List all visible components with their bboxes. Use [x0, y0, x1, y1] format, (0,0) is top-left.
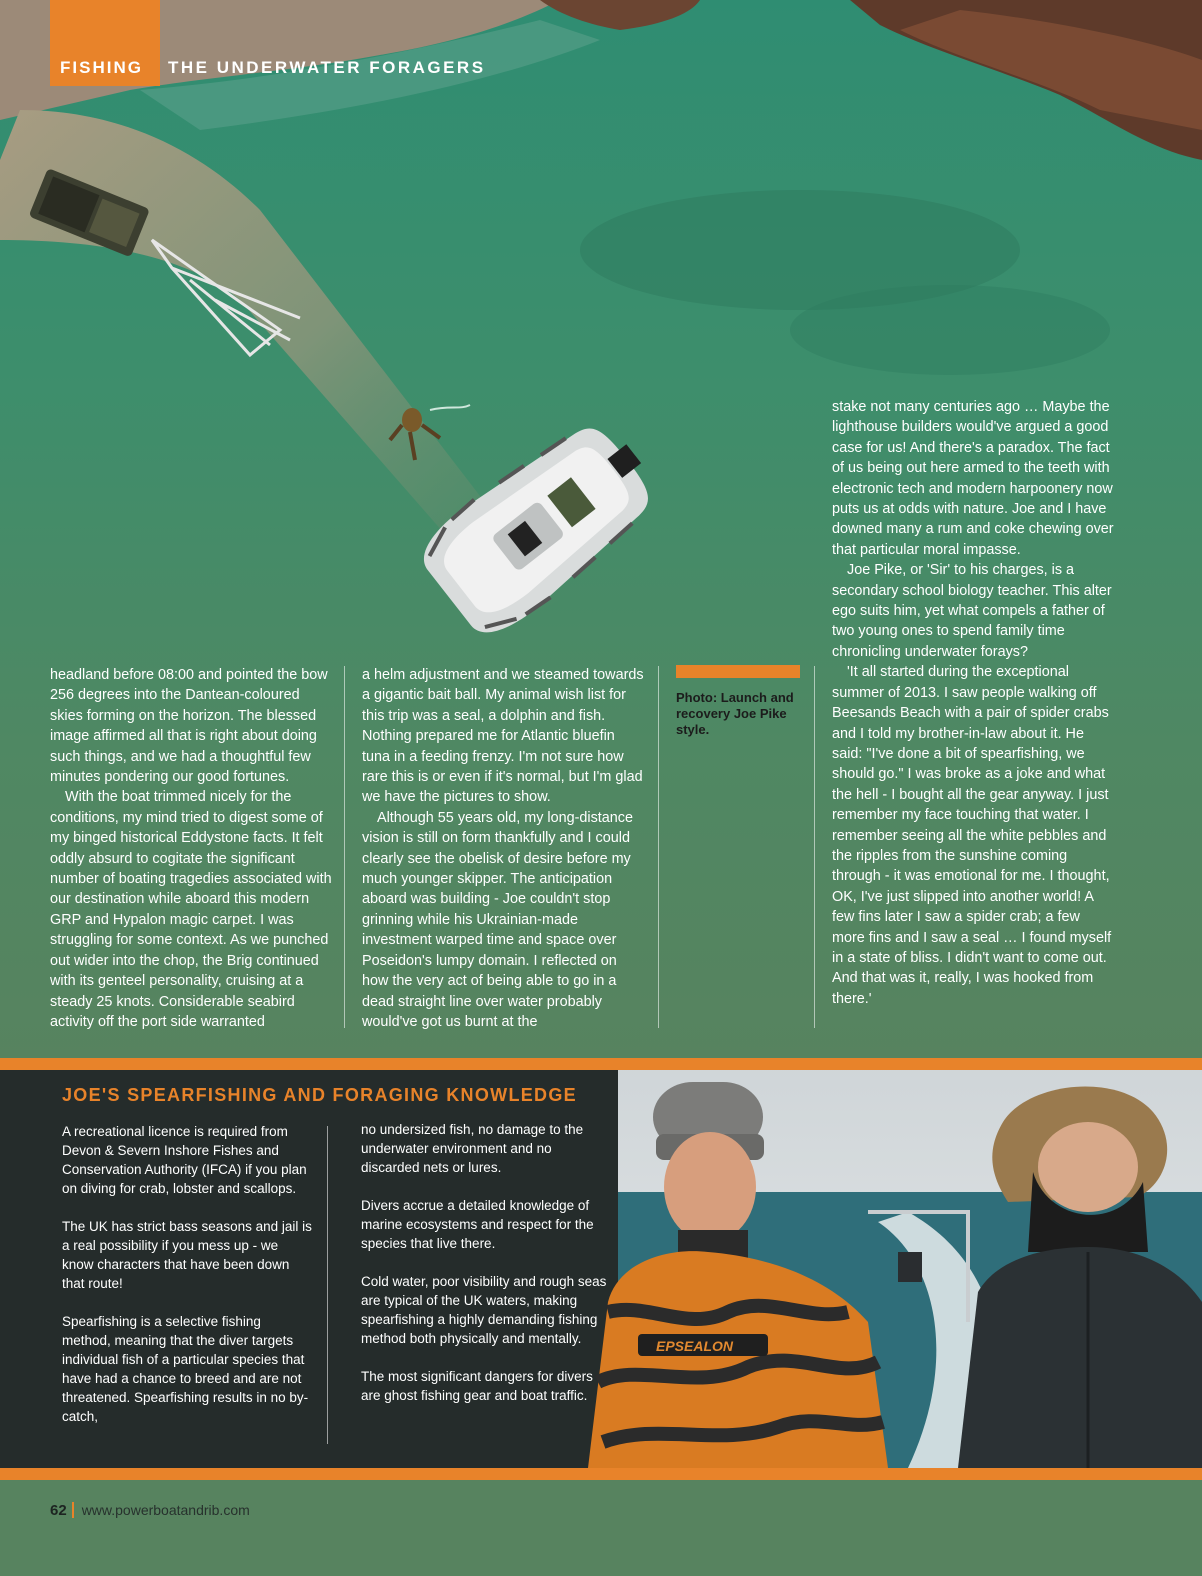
footer-separator	[72, 1502, 74, 1518]
column-divider	[814, 666, 815, 1028]
boxout-paragraph: Spearfishing is a selective fishing method, meaning that the diver targets individual fish of a particular species that have had a chance to breed and are not threatened. Spearfishing results in no by-catch,	[62, 1314, 309, 1424]
article-title: THE UNDERWATER FORAGERS	[168, 58, 486, 77]
boxout-bottom-border	[0, 1468, 1202, 1480]
body-column-3	[832, 397, 1114, 1009]
boxout-paragraph: no undersized fish, no damage to the underwater environment and no discarded nets or lures.	[361, 1122, 584, 1175]
wetsuit-logo: EPSEALON	[656, 1338, 734, 1354]
boxout-title: JOE'S SPEARFISHING AND FORAGING KNOWLEDGE	[62, 1085, 577, 1105]
section-tag	[50, 0, 160, 86]
boxout-column-1	[62, 1122, 312, 1445]
paragraph: Although 55 years old, my long-distance vision is still on form thankfully and I could clearly see the obelisk of desire before my much younger skipper. The anticipation aboard was building - Joe couldn't stop grinning while his Ukrainian-made investment warped time and space over Poseidon's lumpy domain. I reflected on how the very act of being able to go in a dead straight line over water probably would've got us burnt at the	[362, 809, 633, 1030]
body-column-1	[50, 665, 332, 1032]
paragraph: Joe Pike, or 'Sir' to his charges, is a secondary school biology teacher. This alter ego suits him, yet what compels a father of two young ones to spend family time chronicling underwater forays?	[832, 562, 1112, 660]
photo-caption: Photo: Launch and recovery Joe Pike style.	[676, 690, 794, 737]
section-label: FISHING	[60, 58, 143, 77]
paragraph: headland before 08:00 and pointed the bow 256 degrees into the Dantean-coloured skies forming on the horizon. The blessed image affirmed all that is right about doing such things, and we had a thoughtful few minutes pondering our good fortunes.	[50, 667, 328, 786]
paragraph: 'It all started during the exceptional summer of 2013. I saw people walking off Beesands Beach with a pair of spider crabs and I told my brother-in-law about it. He said: "I've done a bit of spearfishing, we should go." I was broke as a joke and what the hell - I bought all the gear anyway. I just remember my face touching that water. I remember seeing all the white pebbles and the ripples from the sunshine coming through - it was emotional for me. I thought, OK, I've just slipped into another world! A few fins later I saw a spider crab; a few more fins and I saw a seal … I found myself in a state of bliss. I didn't want to come out. And that was it, really, I was hooked from there.'	[832, 664, 1112, 1007]
page-footer	[50, 1502, 250, 1519]
paragraph: With the boat trimmed nicely for the conditions, my mind tried to digest some of my binged historical Eddystone facts. It felt oddly absurd to cogitate the significant number of boating tragedies associated with our destination while aboard this modern GRP and Hypalon magic carpet. I was struggling for some context. As we punched out wider into the chop, the Brig continued with its genteel personality, cruising at a steady 25 knots. Considerable seabird activity off the port side warranted	[50, 789, 332, 1030]
column-divider	[344, 666, 345, 1028]
paragraph: a helm adjustment and we steamed towards a gigantic bait ball. My animal wish list for this trip was a seal, a dolphin and fish. Nothing prepared me for Atlantic bluefin tuna in a feeding frenzy. I'm not sure how rare this is or even if it's normal, but I'm glad we have the pictures to show.	[362, 667, 644, 806]
boxout-paragraph: The UK has strict bass seasons and jail is a real possibility if you mess up - we know characters that have been down that route!	[62, 1219, 312, 1291]
boxout-paragraph: Divers accrue a detailed knowledge of marine ecosystems and respect for the species that live there.	[361, 1198, 594, 1251]
skipper	[958, 1087, 1202, 1468]
boxout-paragraph: The most significant dangers for divers are ghost fishing gear and boat traffic.	[361, 1369, 593, 1403]
column-divider	[658, 666, 659, 1028]
caption-bar	[676, 665, 800, 678]
boxout-divider	[327, 1126, 328, 1444]
boxout-paragraph: A recreational licence is required from Devon & Severn Inshore Fishes and Conservation Authority (IFCA) if you plan on diving for crab, lobster and scallops.	[62, 1124, 307, 1196]
knowledge-boxout	[0, 1070, 1202, 1468]
page-number: 62	[50, 1502, 67, 1519]
boxout-top-border	[0, 1058, 1202, 1070]
website-link[interactable]: www.powerboatandrib.com	[81, 1502, 250, 1518]
boxout-paragraph: Cold water, poor visibility and rough seas are typical of the UK waters, making spearfishing a highly demanding fishing method both physically and mentally.	[361, 1274, 607, 1346]
paragraph: stake not many centuries ago … Maybe the lighthouse builders would've argued a good case for us! And there's a paradox. The fact of us being out here armed to the teeth with electronic tech and modern harpoonery now puts us at odds with nature. Joe and I have downed many a rum and coke chewing over that particular moral impasse.	[832, 399, 1114, 558]
divers-photo	[578, 1070, 1202, 1468]
boxout-column-2	[361, 1120, 611, 1424]
body-column-2	[362, 665, 644, 1032]
